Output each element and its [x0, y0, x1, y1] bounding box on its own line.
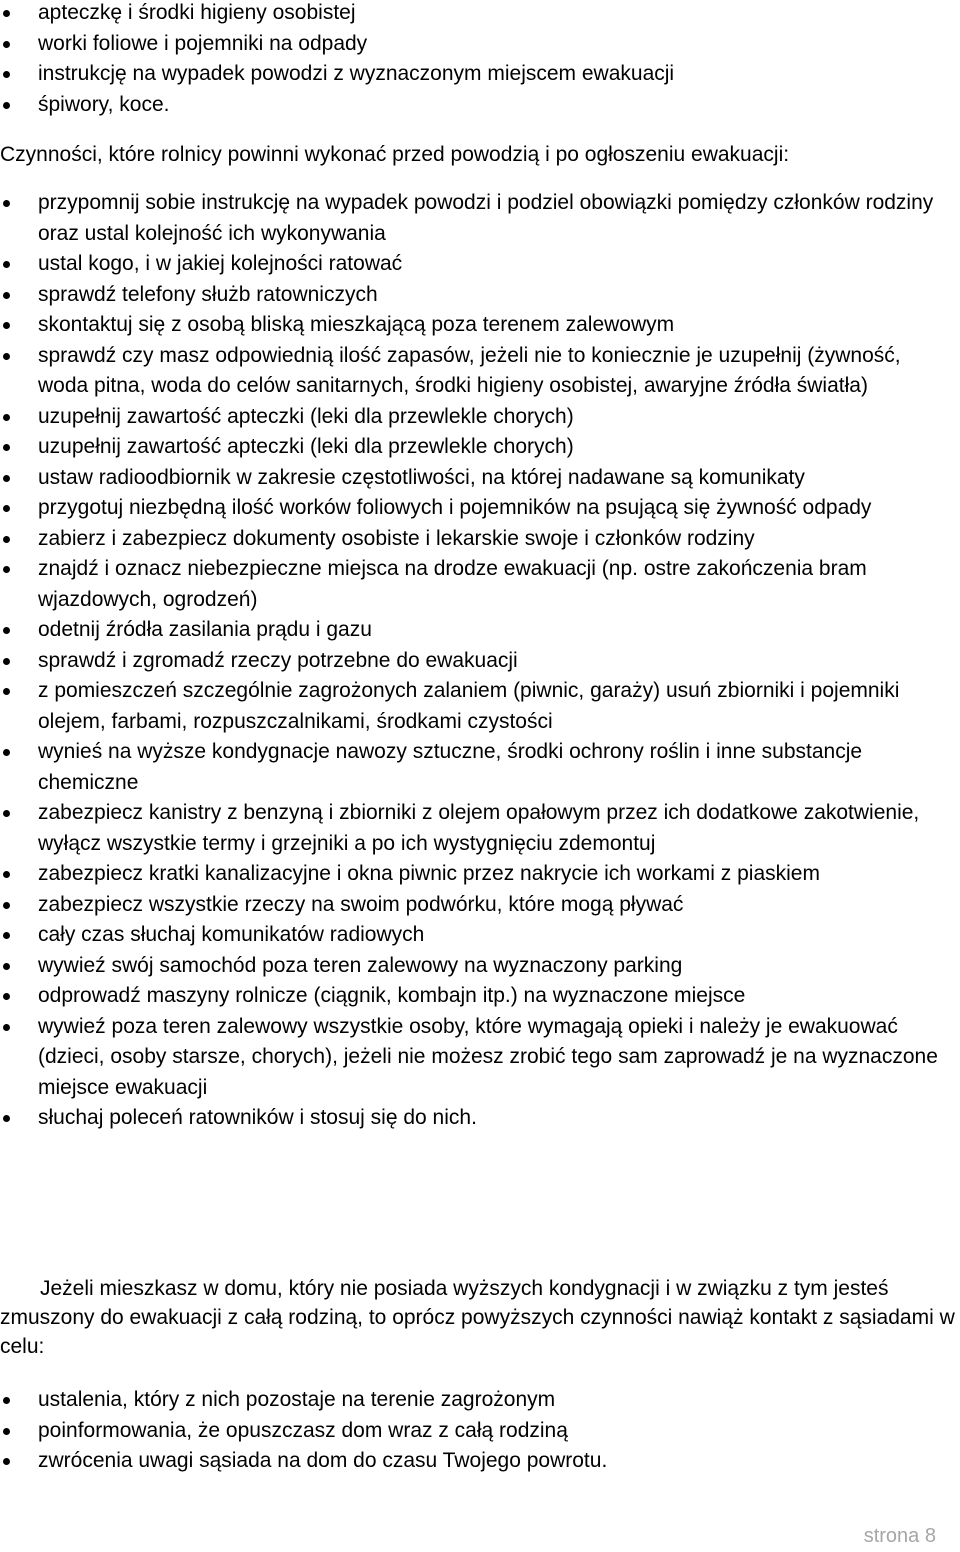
list-item: skontaktuj się z osobą bliską mieszkającą poza terenem zalewowym — [0, 310, 945, 341]
list-item: zabezpiecz kratki kanalizacyjne i okna piwnic przez nakrycie ich workami z piaskiem — [0, 859, 945, 890]
list-item: odetnij źródła zasilania prądu i gazu — [0, 615, 945, 646]
list-item: wynieś na wyższe kondygnacje nawozy sztuczne, środki ochrony roślin i inne substancje chemiczne — [0, 737, 945, 798]
list-item: ustaw radioodbiornik w zakresie częstotliwości, na której nadawane są komunikaty — [0, 463, 945, 494]
list-item: poinformowania, że opuszczasz dom wraz z całą rodziną — [0, 1416, 950, 1447]
page-footer — [864, 1525, 936, 1548]
list-item: zabezpiecz kanistry z benzyną i zbiorniki z olejem opałowym przez ich dodatkowe zakotwienie, wyłącz wszystkie termy i grzejniki a po ich wystygnięciu zdemontuj — [0, 798, 945, 859]
list-item: sprawdź i zgromadź rzeczy potrzebne do ewakuacji — [0, 646, 945, 677]
list-item: uzupełnij zawartość apteczki (leki dla przewlekle chorych) — [0, 432, 945, 463]
list-item: ustalenia, który z nich pozostaje na terenie zagrożonym — [0, 1385, 950, 1416]
neighbors-paragraph: Jeżeli mieszkasz w domu, który nie posiada wyższych kondygnacji i w związku z tym jesteś zmuszony do ewakuacji z całą rodziną, to oprócz powyższych czynności nawiąż kontakt z sąsiadami w celu: — [0, 1277, 955, 1358]
section-intro: Czynności, które rolnicy powinni wykonać przed powodzią i po ogłoszeniu ewakuacji: — [0, 143, 790, 166]
page-number: 8 — [924, 1525, 936, 1547]
actions-list — [0, 188, 945, 1134]
list-item: znajdź i oznacz niebezpieczne miejsca na drodze ewakuacji (np. ostre zakończenia bram wjazdowych, ogrodzeń) — [0, 554, 945, 615]
list-item: uzupełnij zawartość apteczki (leki dla przewlekle chorych) — [0, 402, 945, 433]
list-item: zabezpiecz wszystkie rzeczy na swoim podwórku, które mogą pływać — [0, 890, 945, 921]
list-item: ustal kogo, i w jakiej kolejności ratować — [0, 249, 945, 280]
list-item: wywieź poza teren zalewowy wszystkie osoby, które wymagają opieki i należy je ewakuować (dzieci, osoby starsze, chorych), jeżeli nie możesz zrobić tego sam zaprowadź je na wyznaczone miejsce ewakuacji — [0, 1012, 945, 1104]
list-item: sprawdź czy masz odpowiednią ilość zapasów, jeżeli nie to koniecznie je uzupełnij (żywność, woda pitna, woda do celów sanitarnych, środki higieny osobistej, awaryjne źródła światła) — [0, 341, 945, 402]
list-item: odprowadź maszyny rolnicze (ciągnik, kombajn itp.) na wyznaczone miejsce — [0, 981, 945, 1012]
page-label: strona — [863, 1525, 920, 1547]
list-item: zwrócenia uwagi sąsiada na dom do czasu Twojego powrotu. — [0, 1446, 950, 1477]
list-item: z pomieszczeń szczególnie zagrożonych zalaniem (piwnic, garaży) usuń zbiorniki i pojemniki olejem, farbami, rozpuszczalnikami, środkami czystości — [0, 676, 945, 737]
neighbors-list — [0, 1385, 950, 1477]
list-item: przygotuj niezbędną ilość worków foliowych i pojemników na psującą się żywność odpady — [0, 493, 945, 524]
supplies-list — [0, 0, 950, 120]
list-item: worki foliowe i pojemniki na odpady — [0, 29, 950, 60]
list-item: przypomnij sobie instrukcję na wypadek powodzi i podziel obowiązki pomiędzy członków rodziny oraz ustal kolejność ich wykonywania — [0, 188, 945, 249]
list-item: słuchaj poleceń ratowników i stosuj się do nich. — [0, 1103, 945, 1134]
list-item: śpiwory, koce. — [0, 90, 950, 121]
list-item: instrukcję na wypadek powodzi z wyznaczonym miejscem ewakuacji — [0, 59, 950, 90]
list-item: apteczkę i środki higieny osobistej — [0, 0, 950, 29]
list-item: sprawdź telefony służb ratowniczych — [0, 280, 945, 311]
list-item: cały czas słuchaj komunikatów radiowych — [0, 920, 945, 951]
list-item: wywieź swój samochód poza teren zalewowy na wyznaczony parking — [0, 951, 945, 982]
list-item: zabierz i zabezpiecz dokumenty osobiste i lekarskie swoje i członków rodziny — [0, 524, 945, 555]
